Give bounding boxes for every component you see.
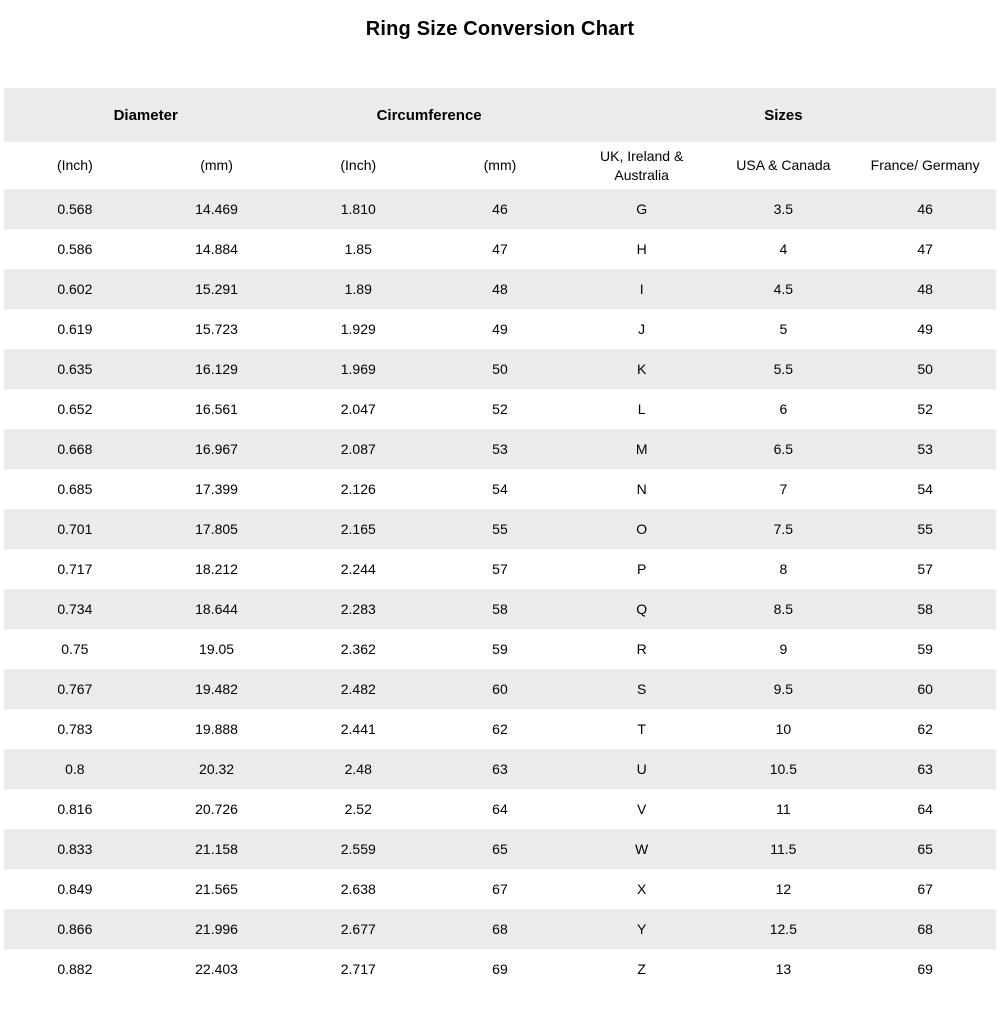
column-header-row xyxy=(4,142,996,189)
group-header-sizes: Sizes xyxy=(571,88,996,142)
group-header-row xyxy=(4,88,996,142)
cell-circumference-mm: 63 xyxy=(492,761,508,777)
cell-diameter-mm: 14.884 xyxy=(195,241,238,257)
table-row xyxy=(4,549,996,589)
cell-size-france-germany: 69 xyxy=(917,961,933,977)
cell-size-uk-ireland-australia: H xyxy=(636,241,647,257)
cell-size-uk-ireland-australia: M xyxy=(635,441,648,457)
table-row xyxy=(4,709,996,749)
cell-diameter-mm: 19.482 xyxy=(195,681,238,697)
cell-size-uk-ireland-australia: O xyxy=(636,521,648,537)
cell-size-uk-ireland-australia: J xyxy=(638,321,646,337)
cell-diameter-inch: 0.701 xyxy=(57,521,93,537)
cell-size-usa-canada: 11.5 xyxy=(770,841,797,857)
cell-circumference-mm: 53 xyxy=(492,441,508,457)
table-row xyxy=(4,349,996,389)
cell-diameter-inch: 0.652 xyxy=(57,401,93,417)
cell-size-usa-canada: 11 xyxy=(776,801,791,817)
cell-diameter-mm: 17.805 xyxy=(195,521,238,537)
table-row xyxy=(4,909,996,949)
cell-circumference-inch: 2.638 xyxy=(340,881,376,897)
cell-circumference-mm: 50 xyxy=(492,361,508,377)
table-row xyxy=(4,509,996,549)
cell-diameter-inch: 0.668 xyxy=(57,441,93,457)
cell-size-uk-ireland-australia: R xyxy=(636,641,647,657)
cell-size-usa-canada: 10 xyxy=(775,721,792,737)
page xyxy=(0,18,1000,989)
cell-size-france-germany: 65 xyxy=(917,841,933,857)
cell-circumference-inch: 2.087 xyxy=(340,441,376,457)
cell-diameter-inch: 0.816 xyxy=(57,801,93,817)
cell-diameter-inch: 0.568 xyxy=(57,201,93,217)
cell-size-france-germany: 68 xyxy=(917,921,933,937)
table-row xyxy=(4,229,996,269)
column-header-diameter-mm: (mm) xyxy=(146,142,288,189)
cell-circumference-mm: 54 xyxy=(492,481,508,497)
cell-diameter-mm: 16.129 xyxy=(195,361,238,377)
cell-size-uk-ireland-australia: N xyxy=(636,481,647,497)
cell-size-france-germany: 49 xyxy=(917,321,933,337)
cell-circumference-inch: 2.717 xyxy=(340,961,376,977)
cell-diameter-inch: 0.849 xyxy=(57,881,93,897)
cell-size-france-germany: 57 xyxy=(917,561,933,577)
cell-size-usa-canada: 4.5 xyxy=(773,281,794,297)
cell-diameter-mm: 21.565 xyxy=(195,881,238,897)
cell-size-usa-canada: 13 xyxy=(775,961,792,977)
table-row xyxy=(4,429,996,469)
cell-circumference-inch: 1.85 xyxy=(344,241,372,257)
cell-size-uk-ireland-australia: X xyxy=(636,881,647,897)
cell-circumference-inch: 2.48 xyxy=(344,761,372,777)
table-body xyxy=(4,189,996,989)
cell-size-france-germany: 58 xyxy=(917,601,933,617)
cell-size-usa-canada: 9 xyxy=(779,641,788,657)
cell-size-usa-canada: 3.5 xyxy=(773,201,794,217)
ring-size-conversion-table xyxy=(4,88,996,989)
table-row xyxy=(4,469,996,509)
cell-size-usa-canada: 7.5 xyxy=(773,521,794,537)
cell-size-uk-ireland-australia: T xyxy=(637,721,646,737)
cell-circumference-inch: 2.677 xyxy=(340,921,376,937)
cell-diameter-inch: 0.8 xyxy=(65,761,85,777)
table-row xyxy=(4,389,996,429)
cell-size-uk-ireland-australia: Y xyxy=(636,921,647,937)
cell-size-usa-canada: 5 xyxy=(779,321,788,337)
cell-size-usa-canada: 4 xyxy=(779,241,788,257)
cell-size-france-germany: 63 xyxy=(917,761,933,777)
table-row xyxy=(4,309,996,349)
cell-size-france-germany: 55 xyxy=(917,521,933,537)
cell-size-usa-canada: 7 xyxy=(779,481,788,497)
table-row xyxy=(4,589,996,629)
cell-diameter-mm: 16.967 xyxy=(195,441,238,457)
cell-diameter-mm: 21.158 xyxy=(195,841,238,857)
cell-circumference-mm: 59 xyxy=(492,641,508,657)
cell-size-france-germany: 48 xyxy=(917,281,933,297)
cell-size-usa-canada: 12.5 xyxy=(769,921,797,937)
group-header-diameter: Diameter xyxy=(4,88,287,142)
cell-size-usa-canada: 6.5 xyxy=(773,441,794,457)
cell-circumference-inch: 2.165 xyxy=(340,521,376,537)
cell-size-france-germany: 47 xyxy=(917,241,933,257)
cell-size-uk-ireland-australia: S xyxy=(636,681,647,697)
cell-size-france-germany: 52 xyxy=(917,401,933,417)
cell-diameter-inch: 0.619 xyxy=(57,321,93,337)
cell-diameter-mm: 18.212 xyxy=(195,561,238,577)
cell-diameter-mm: 19.888 xyxy=(195,721,238,737)
cell-size-usa-canada: 8 xyxy=(779,561,788,577)
cell-circumference-inch: 2.559 xyxy=(340,841,376,857)
cell-circumference-mm: 46 xyxy=(492,201,508,217)
cell-diameter-inch: 0.602 xyxy=(57,281,93,297)
cell-diameter-mm: 15.723 xyxy=(195,321,238,337)
cell-diameter-inch: 0.882 xyxy=(57,961,93,977)
cell-circumference-inch: 2.441 xyxy=(340,721,376,737)
cell-size-uk-ireland-australia: V xyxy=(636,801,647,817)
cell-size-france-germany: 46 xyxy=(917,201,933,217)
cell-diameter-inch: 0.783 xyxy=(57,721,93,737)
cell-circumference-mm: 60 xyxy=(492,681,508,697)
cell-circumference-mm: 52 xyxy=(492,401,508,417)
cell-circumference-inch: 1.89 xyxy=(344,281,372,297)
column-header-circumference-inch: (Inch) xyxy=(287,142,429,189)
column-header-usa-canada: USA & Canada xyxy=(713,142,855,189)
cell-size-france-germany: 67 xyxy=(917,881,933,897)
cell-diameter-mm: 20.726 xyxy=(195,801,238,817)
table-header xyxy=(4,88,996,189)
cell-diameter-mm: 16.561 xyxy=(195,401,238,417)
cell-size-usa-canada: 8.5 xyxy=(773,601,794,617)
cell-size-france-germany: 54 xyxy=(917,481,933,497)
cell-circumference-mm: 65 xyxy=(492,841,508,857)
cell-circumference-mm: 58 xyxy=(492,601,508,617)
table-row xyxy=(4,869,996,909)
cell-diameter-mm: 22.403 xyxy=(195,961,238,977)
table-row xyxy=(4,629,996,669)
cell-size-uk-ireland-australia: G xyxy=(636,201,648,217)
cell-circumference-mm: 67 xyxy=(492,881,508,897)
table-row xyxy=(4,789,996,829)
cell-diameter-inch: 0.734 xyxy=(57,601,93,617)
cell-size-usa-canada: 9.5 xyxy=(773,681,794,697)
cell-size-france-germany: 64 xyxy=(917,801,933,817)
table-row xyxy=(4,829,996,869)
cell-circumference-inch: 2.482 xyxy=(340,681,376,697)
cell-diameter-mm: 21.996 xyxy=(195,921,238,937)
cell-size-usa-canada: 12 xyxy=(775,881,792,897)
cell-diameter-inch: 0.767 xyxy=(57,681,93,697)
table-row xyxy=(4,269,996,309)
cell-diameter-mm: 19.05 xyxy=(199,641,235,657)
cell-diameter-inch: 0.717 xyxy=(57,561,93,577)
cell-diameter-mm: 20.32 xyxy=(199,761,235,777)
cell-size-uk-ireland-australia: W xyxy=(635,841,649,857)
table-row xyxy=(4,949,996,989)
cell-diameter-inch: 0.635 xyxy=(57,361,93,377)
cell-circumference-mm: 47 xyxy=(492,241,508,257)
table-row xyxy=(4,189,996,229)
cell-diameter-mm: 15.291 xyxy=(195,281,238,297)
cell-circumference-mm: 55 xyxy=(492,521,508,537)
cell-circumference-mm: 48 xyxy=(492,281,508,297)
cell-diameter-mm: 14.469 xyxy=(195,201,238,217)
cell-diameter-inch: 0.866 xyxy=(57,921,93,937)
cell-circumference-inch: 2.52 xyxy=(344,801,372,817)
cell-circumference-inch: 2.126 xyxy=(340,481,376,497)
cell-size-france-germany: 60 xyxy=(917,681,933,697)
cell-size-france-germany: 50 xyxy=(917,361,933,377)
cell-size-uk-ireland-australia: U xyxy=(636,761,647,777)
cell-circumference-mm: 69 xyxy=(492,961,508,977)
column-header-diameter-inch: (Inch) xyxy=(4,142,146,189)
cell-size-france-germany: 62 xyxy=(917,721,933,737)
cell-circumference-inch: 1.810 xyxy=(340,201,376,217)
column-header-circumference-mm: (mm) xyxy=(429,142,571,189)
group-header-circumference: Circumference xyxy=(287,88,570,142)
cell-diameter-mm: 17.399 xyxy=(195,481,238,497)
cell-diameter-inch: 0.833 xyxy=(57,841,93,857)
table-row xyxy=(4,749,996,789)
cell-circumference-inch: 2.244 xyxy=(340,561,376,577)
cell-size-france-germany: 59 xyxy=(917,641,933,657)
cell-size-usa-canada: 10.5 xyxy=(769,761,797,777)
cell-circumference-inch: 2.362 xyxy=(340,641,376,657)
cell-size-france-germany: 53 xyxy=(917,441,933,457)
column-header-uk-ireland-australia: UK, Ireland & Australia xyxy=(571,142,713,189)
table-row xyxy=(4,669,996,709)
cell-circumference-mm: 49 xyxy=(492,321,508,337)
cell-size-usa-canada: 5.5 xyxy=(773,361,794,377)
cell-size-uk-ireland-australia: L xyxy=(637,401,646,417)
cell-circumference-inch: 2.283 xyxy=(340,601,376,617)
cell-size-uk-ireland-australia: K xyxy=(636,361,647,377)
column-header-france-germany: France/ Germany xyxy=(854,142,996,189)
cell-circumference-inch: 1.929 xyxy=(340,321,376,337)
cell-diameter-inch: 0.75 xyxy=(61,641,89,657)
cell-circumference-mm: 62 xyxy=(492,721,508,737)
cell-diameter-inch: 0.685 xyxy=(57,481,93,497)
cell-size-uk-ireland-australia: Q xyxy=(636,601,648,617)
cell-size-usa-canada: 6 xyxy=(779,401,788,417)
cell-circumference-inch: 1.969 xyxy=(340,361,376,377)
cell-diameter-inch: 0.586 xyxy=(57,241,93,257)
cell-diameter-mm: 18.644 xyxy=(195,601,238,617)
cell-circumference-inch: 2.047 xyxy=(340,401,376,417)
cell-size-uk-ireland-australia: Z xyxy=(637,961,646,977)
cell-circumference-mm: 64 xyxy=(492,801,508,817)
cell-size-uk-ireland-australia: P xyxy=(636,561,647,577)
cell-circumference-mm: 57 xyxy=(492,561,508,577)
page-title: Ring Size Conversion Chart xyxy=(365,18,635,40)
cell-circumference-mm: 68 xyxy=(492,921,508,937)
cell-size-uk-ireland-australia: I xyxy=(639,281,644,297)
